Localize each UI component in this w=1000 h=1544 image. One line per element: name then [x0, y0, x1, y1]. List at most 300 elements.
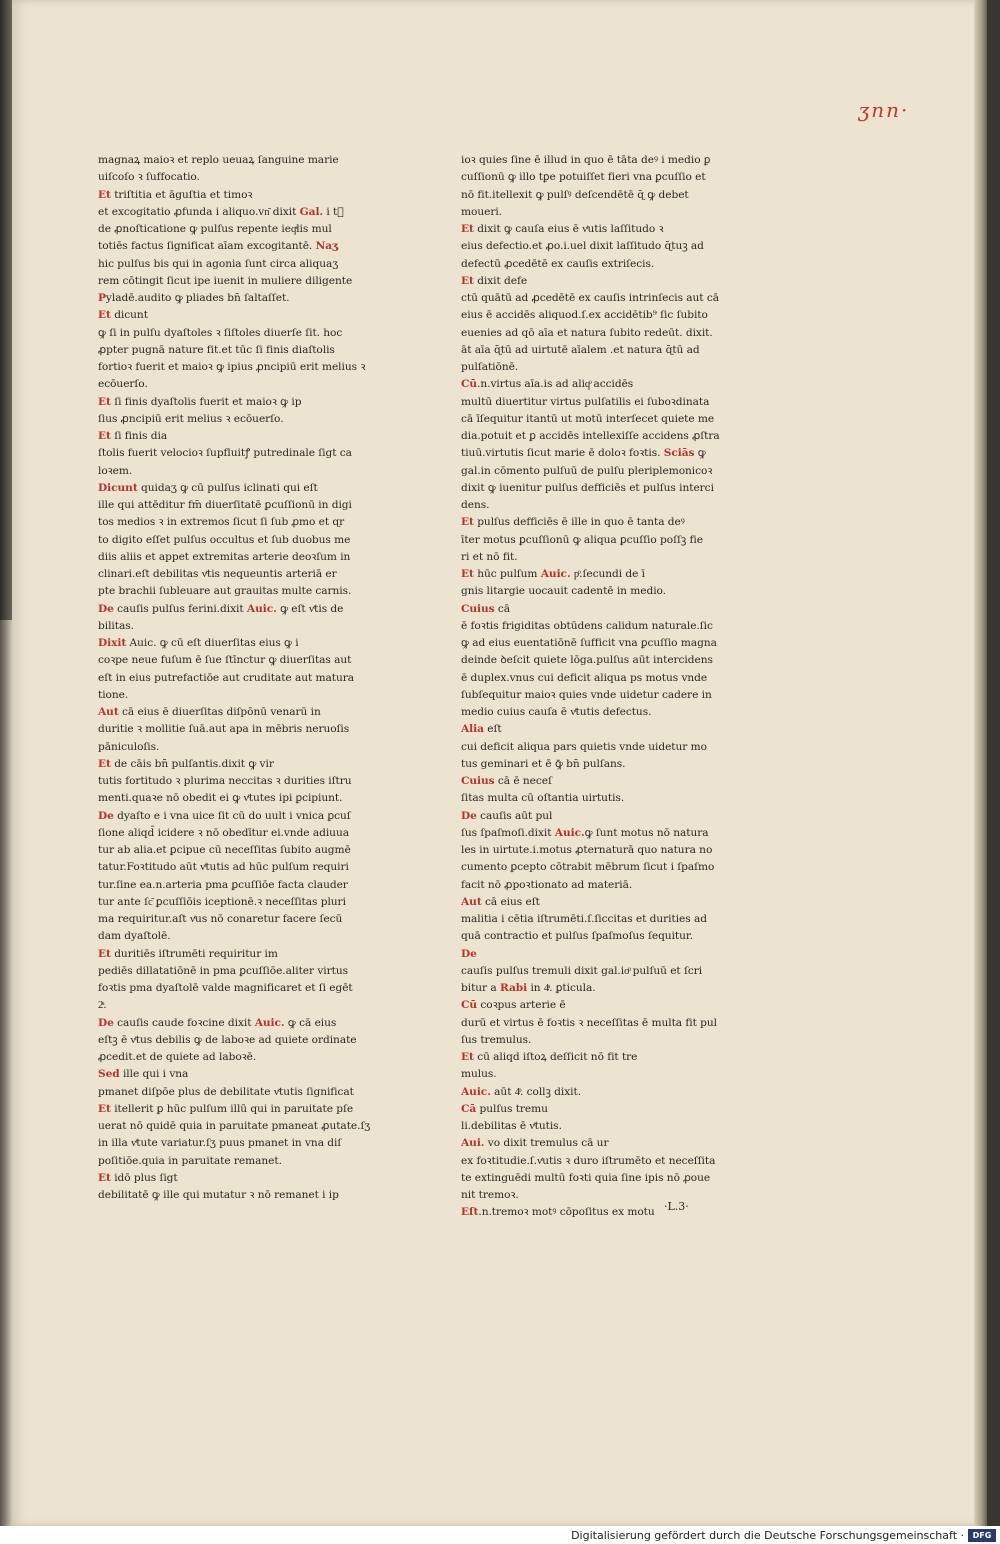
text-line: [461, 946, 733, 963]
text-run: Auic. ꝙ cū eſt diuerſitas eius ꝙ i: [126, 637, 299, 649]
text-run: ſitas multa cū oſtantia uirtutis.: [461, 792, 625, 805]
funding-credit: Digitalisierung gefördert durch die Deutsche Forschungsgemeinschaft ·: [571, 1529, 964, 1542]
rubric-initial: P: [98, 292, 106, 304]
text-run: gal.in cōmento pulſuū de pulſu pleriplemonicoꝛ: [461, 464, 713, 477]
text-line: [98, 204, 370, 221]
text-run: itellerit ꝑ hūc pulſum illū qui in paruitate pſe: [110, 1102, 354, 1115]
text-line: [461, 911, 733, 928]
text-run: [98, 1206, 353, 1207]
rubric-initial: Et: [461, 1051, 474, 1063]
text-line: [98, 463, 370, 480]
text-run: nō fit.itellexit ꝙ pulſꝰ deſcendētē ɋ̄ ꝙ debet: [461, 188, 689, 201]
text-line: [461, 670, 733, 687]
text-run: cū aliqd iſtoꝝ deſſicit nō fit tre: [473, 1051, 638, 1063]
rubric-initial: Et: [461, 223, 474, 235]
text-run: coꝛpus arterie ē: [477, 999, 566, 1012]
text-run: ꝙ cā eius: [284, 1016, 337, 1029]
text-line: [98, 221, 370, 238]
text-line: [461, 1204, 733, 1217]
text-line: [98, 238, 370, 255]
text-run: malitia i cētia iſtrumēti.ſ.ſiccitas et durities ad: [461, 913, 707, 925]
text-column-right: [461, 152, 733, 1217]
rubric-initial: Et: [461, 516, 474, 529]
rubric-initial: Cū: [461, 999, 478, 1012]
text-run: dens.: [461, 499, 490, 511]
rubric-initial: De: [98, 602, 114, 615]
text-line: [98, 963, 370, 980]
text-run: .n.tremoꝛ motꝰ cōpoſitus ex motu: [478, 1206, 655, 1217]
text-run: ſus tremulus.: [461, 1033, 532, 1046]
rubric-initial: Et: [461, 274, 474, 287]
text-run: uiſcoſo ꝛ ſuffocatio.: [98, 171, 200, 184]
text-line: [461, 480, 733, 497]
text-line: [98, 1153, 370, 1170]
text-line: [461, 1118, 733, 1135]
text-run: cā: [494, 602, 511, 615]
text-run: vo dixit tremulus cā ur: [484, 1137, 609, 1150]
text-line: [461, 325, 733, 342]
rubric-initial: Aut: [98, 706, 119, 718]
signature-mark: ·L.3·: [664, 1200, 689, 1213]
text-line: [461, 773, 733, 790]
text-run: ille qui attēditur fm̄ diuerſitatē ꝑcuſſionū in digi: [98, 499, 352, 511]
text-run: pmanet diſpōe plus de debilitate vͭtutis ſignificat: [98, 1085, 354, 1098]
text-run: pulſatiōnē.: [461, 361, 519, 373]
text-line: [98, 152, 370, 169]
text-run: pulſus defficiēs ē ille in quo ē tanta deꝰ: [473, 516, 685, 529]
text-run: dia.potuit et ꝑ accidēs intellexiſſe accidens ꝓſtra: [461, 430, 720, 442]
text-line: [98, 670, 370, 687]
rubric-initial: De: [461, 809, 477, 822]
text-run: deinde ꝺeſcit quiete lōga.pulſus aūt intercidens: [461, 654, 713, 667]
text-run: durū et virtus ē foꝛtis ꝛ neceſſitas ē multa fit pul: [461, 1016, 717, 1029]
text-line: [98, 549, 370, 566]
rubric-initial: Et: [98, 757, 111, 770]
text-run: cauſis caude foꝛcine dixit: [113, 1016, 255, 1029]
text-run: dixit defe: [473, 274, 528, 287]
text-run: duritie ꝛ mollitie ſuā.aut apa in mēbris neruoſis: [98, 723, 350, 736]
rubric-initial: Et: [98, 947, 111, 960]
text-line: [98, 808, 370, 825]
text-run: triſtitia et āguſtia et timoꝛ: [110, 188, 253, 201]
text-line: [461, 566, 733, 583]
text-run: nit tremoꝛ.: [461, 1189, 519, 1201]
text-line: [98, 946, 370, 963]
text-line: [98, 1135, 370, 1152]
text-run: eſt in eius putrefactiōe aut cruditate aut matura: [98, 671, 355, 684]
text-run: tos medios ꝛ in extremos ſicut ſi ſub ꝓmo et ɋr: [98, 516, 345, 529]
text-run: ē foꝛtis frigiditas obtūdens calidum naturale.ſic: [461, 619, 713, 632]
text-run: multū diuertitur virtus pulſatilis ei ſuboꝛdinata: [461, 395, 710, 408]
text-run: yladē.audito ꝙ pliades bn̄ ſaltaſſet.: [105, 292, 290, 304]
folio-number: ʒnn·: [858, 98, 910, 122]
rubric-initial: Auic.: [554, 826, 585, 839]
text-run: dixit ꝙ iuenitur pulſus defficiēs et pulſus interci: [461, 481, 714, 494]
text-run: les in uirtute.i.motus ꝓternaturā quo natura no: [461, 844, 713, 856]
text-line: [98, 1170, 370, 1187]
text-run: bitur a: [461, 982, 500, 994]
text-run: tur ab alia.et ꝑcipue cū neceſſitas ſubito augmē: [98, 844, 351, 856]
text-run: ille qui i vna: [119, 1068, 189, 1081]
text-line: [461, 721, 733, 738]
text-run: medio cuius cauſa ē vͭtutis defectus.: [461, 706, 652, 718]
rubric-initial: Gal.: [299, 205, 324, 218]
text-line: [98, 790, 370, 807]
text-run: eſt: [483, 723, 502, 736]
text-line: [461, 307, 733, 324]
text-run: dam dyaſtolē.: [98, 930, 171, 943]
text-run: tatur.Foꝛtitudo aūt vͭtutis ad hūc pulſum requiri: [98, 861, 349, 874]
text-line: [98, 480, 370, 497]
text-line: [98, 618, 370, 635]
text-line: [461, 238, 733, 255]
text-line: [98, 273, 370, 290]
text-run: mulus.: [461, 1068, 497, 1081]
text-line: [461, 394, 733, 411]
text-run: poſitiōe.quia in paruitate remanet.: [98, 1154, 282, 1167]
text-line: [461, 549, 733, 566]
text-line: [461, 273, 733, 290]
text-line: [461, 204, 733, 221]
text-run: in 4ͣ. ꝑticula.: [527, 982, 596, 994]
text-run: pulſus tremu: [476, 1102, 548, 1115]
text-run: eius ē accidēs aliquod.ſ.ex accidētib⁹ ſic ſubito: [461, 309, 708, 322]
text-line: [98, 773, 370, 790]
text-line: [461, 825, 733, 842]
text-line: [461, 411, 733, 428]
text-line: [461, 169, 733, 186]
text-line: [461, 997, 733, 1014]
text-line: [461, 445, 733, 462]
text-run: cā eius eſt: [481, 895, 540, 908]
text-line: [461, 463, 733, 480]
text-line: [461, 790, 733, 807]
text-line: [98, 842, 370, 859]
text-line: [98, 721, 370, 738]
rubric-initial: Et: [98, 1171, 111, 1184]
rubric-initial: Cū: [461, 378, 478, 391]
text-run: te extinguēdi multū foꝛti quia ſine ipis nō ꝓoue: [461, 1171, 711, 1184]
text-line: [98, 877, 370, 894]
rubric-initial: Eſt: [461, 1206, 479, 1217]
text-run: moueri.: [461, 205, 502, 218]
text-run: eſtꝫ ē vͭtus debilis ꝙ de laboꝛe ad quiete ordinate: [98, 1033, 357, 1046]
text-run: ſus ſpaſmoſi.dixit: [461, 826, 555, 839]
text-run: tiuū.virtutis ſicut marie ē doloꝛ foꝛtis.: [461, 447, 664, 460]
text-run: ꝙ ſunt motus nō natura: [584, 826, 709, 839]
text-run: ſubſequitur maioꝛ quies vnde uidetur cadere in: [461, 688, 712, 701]
text-run: ꝙ ſi in pulſu dyaſtoles ꝛ ſiſtoles diuerſe ſit. hoc: [98, 326, 343, 339]
text-run: cā īſequitur itantū ut motū interſecet quiete me: [461, 412, 715, 425]
text-run: loꝛem.: [98, 464, 133, 477]
text-line: [98, 307, 370, 324]
text-line: [461, 256, 733, 273]
rubric-initial: Cuius: [461, 602, 495, 615]
text-run: ſtolis fuerit velocioꝛ ſupfluitꝭ putredinale ſigt ca: [98, 447, 352, 460]
text-run: duritiēs iſtrumēti requiritur im: [110, 947, 278, 960]
text-line: [461, 980, 733, 997]
text-run: pāniculoſis.: [98, 740, 160, 753]
text-run: cumento ꝑcepto cōtrabit mēbrum ſicut i ſpaſmo: [461, 861, 715, 874]
text-line: [461, 859, 733, 876]
rubric-initial: Naʒ: [315, 240, 338, 253]
text-run: idō plus ſigt: [110, 1171, 178, 1184]
text-run: cā eius ē diuerſitas diſpōnū venarū in: [118, 706, 321, 718]
text-line: [98, 1066, 370, 1083]
text-run: tutis fortitudo ꝛ plurima neccitas ꝛ durities iſtru: [98, 775, 352, 787]
dfg-logo: DFG: [968, 1529, 996, 1542]
rubric-initial: Et: [98, 395, 111, 408]
text-line: [461, 877, 733, 894]
rubric-initial: Et: [98, 188, 111, 201]
text-run: cui deficit aliqua pars quietis vnde uidetur mo: [461, 740, 707, 753]
text-line: [461, 1153, 733, 1170]
text-run: ioꝛ quies ſine ē illud in quo ē tāta deꝰ i medio ꝑ: [461, 154, 711, 166]
text-line: [98, 169, 370, 186]
text-run: rem cōtingit ſicut ipe iuenit in muliere diligente: [98, 274, 353, 287]
text-line: [461, 342, 733, 359]
text-run: to digito eſſet pulſus occultus et ſub duobus me: [98, 533, 351, 546]
text-line: [98, 739, 370, 756]
text-run: quidaʒ ꝙ cū pulſus iclinati qui eſt: [137, 481, 318, 494]
text-run: ex foꝛtitudie.ſ.vͭutis ꝛ duro iſtrumēto et neceſſita: [461, 1154, 716, 1167]
text-run: in illa vͭtute variatur.ſʒ puus pmanet in vna diſ: [98, 1137, 342, 1150]
text-line: [98, 756, 370, 773]
text-run: ē duplex.vnus cui deficit aliqua ps motus vnde: [461, 671, 708, 684]
text-run: ctū quātū ad ꝓcedētē ex cauſis intrinſecis aut cā: [461, 292, 719, 304]
text-run: diis aliis et appet extremitas arterie deoꝛſum in: [98, 550, 351, 563]
text-line: [98, 359, 370, 376]
text-line: [98, 928, 370, 945]
text-run: ma requiritur.aſt vͭus nō conaretur facere ſecū: [98, 913, 343, 925]
rubric-initial: Auic.: [254, 1016, 285, 1029]
text-run: debilitatē ꝙ ille qui mutatur ꝛ nō remanet i ip: [98, 1189, 339, 1201]
text-line: [98, 859, 370, 876]
rubric-initial: Alia: [461, 723, 484, 736]
rubric-initial: Cuius: [461, 775, 495, 787]
text-run: pte brachii ſubleuare aut grauitas multe carnis.: [98, 585, 352, 598]
text-line: [98, 687, 370, 704]
page-fore-edge: [974, 0, 987, 1526]
text-run: ꝓpter pugnā nature fit.et tūc ſi finis diaſtolis: [98, 343, 335, 356]
text-line: [98, 635, 370, 652]
text-run: cauſis pulſus tremuli dixit gal.ioͦ pulſuū et ſcri: [461, 964, 703, 977]
text-run: cauſis aūt pul: [476, 809, 553, 822]
text-run: clinari.eſt debilitas vͭtis nequeuntis arteriā er: [98, 568, 337, 580]
text-run: īter motus ꝑcuſſionū ꝙ aliqua ꝑcuſſio poſſꝫ fie: [461, 533, 703, 546]
text-line: [98, 1015, 370, 1032]
rubric-initial: Et: [98, 1102, 111, 1115]
text-line: [461, 221, 733, 238]
text-run: tione.: [98, 688, 129, 701]
text-run: ſi finis dyaſtolis fuerit et maioꝛ ꝙ ip: [110, 395, 302, 408]
text-line: [461, 635, 733, 652]
text-line: [461, 842, 733, 859]
rubric-initial: Et: [98, 430, 111, 442]
text-run: menti.quaꝛe nō obedit ei ꝙ vͭtutes ipi ꝑcipiunt.: [98, 792, 343, 805]
text-line: [461, 532, 733, 549]
rubric-initial: Dixit: [98, 637, 127, 649]
text-line: [461, 359, 733, 376]
text-run: li.debilitas ē vͭtutis.: [461, 1120, 562, 1132]
text-run: ſi finis dia: [110, 430, 168, 442]
text-line: [461, 1187, 733, 1204]
text-line: [461, 514, 733, 531]
text-run: 2ͣ.: [98, 999, 107, 1012]
text-line: [461, 152, 733, 169]
rubric-initial: Auic.: [540, 568, 571, 580]
text-line: [461, 704, 733, 721]
rubric-initial: Et: [461, 568, 474, 580]
text-column-left: [98, 152, 370, 1207]
text-run: tur ante ſc͂ ꝑcuſſiōis iceptionē.ꝛ neceſſitas pluri: [98, 895, 346, 908]
text-line: [461, 187, 733, 204]
text-line: [98, 325, 370, 342]
text-line: [98, 704, 370, 721]
rubric-initial: Aut: [461, 895, 482, 908]
text-line: [98, 411, 370, 428]
text-line: [98, 256, 370, 273]
text-run: uerat nō quidē quia in paruitate pmaneat ꝓutate.ſʒ: [98, 1120, 370, 1132]
text-line: [98, 497, 370, 514]
text-line: [461, 928, 733, 945]
rubric-initial: Dicunt: [98, 481, 138, 494]
text-run: .n.virtus aīa.is ad aliqͦ accidēs: [477, 378, 634, 391]
text-run: quā contractio et pulſus ſpaſmoſus ſequitur.: [461, 930, 694, 943]
text-run: ꝙ: [694, 447, 706, 460]
text-run: ſione aliqd̄ icidere ꝛ nō obedītur ei.vnde adiuua: [98, 826, 349, 839]
text-run: cauſis pulſus ferini.dixit: [113, 602, 247, 615]
text-line: [98, 911, 370, 928]
rubric-initial: Auic.: [461, 1085, 491, 1098]
text-line: [461, 756, 733, 773]
text-line: [461, 652, 733, 669]
text-line: [461, 1049, 733, 1066]
text-line: [98, 532, 370, 549]
text-line: [461, 687, 733, 704]
text-line: [461, 1032, 733, 1049]
text-run: eius defectio.et ꝓo.i.uel dixit laſſitudo ɋ̄tuꝫ ad: [461, 240, 704, 253]
text-run: dyaſto e i vna uice ſit cū do uult i vnica ꝑcuſ: [113, 809, 351, 822]
text-line: [98, 187, 370, 204]
text-line: [98, 290, 370, 307]
rubric-initial: Sed: [98, 1068, 120, 1081]
text-run: aūt 4ͦ. collꝫ dixit.: [490, 1085, 582, 1098]
text-run: āt aīa ɋ̄tū ad uirtutē aīalem .et natura ɋ̄tū ad: [461, 343, 700, 356]
text-run: totiēs factus ſignificat aīam excogitantē.: [98, 240, 316, 253]
rubric-initial: Cā: [461, 1102, 477, 1115]
text-run: hūc pulſum: [473, 568, 541, 580]
text-line: [461, 497, 733, 514]
text-line: [461, 963, 733, 980]
text-run: et excogitatio ꝓfunda i aliquo.vn͂ dixit: [98, 205, 300, 218]
text-run: tus geminari et ē ꝙ̄ bn̄ pulſans.: [461, 757, 626, 770]
text-line: [98, 825, 370, 842]
rubric-initial: Auic.: [246, 602, 277, 615]
text-line: [461, 583, 733, 600]
text-line: [461, 1015, 733, 1032]
text-line: [98, 445, 370, 462]
text-line: [461, 601, 733, 618]
rubric-initial: De: [98, 1016, 114, 1029]
text-line: [461, 1170, 733, 1187]
text-line: [98, 566, 370, 583]
text-run: magnaꝝ maioꝛ et replo ueuaꝝ ſanguine marie: [98, 154, 339, 166]
text-run: coꝛpe neue fuſum ē ſue ſtīnctur ꝙ diuerſitas aut: [98, 654, 352, 667]
text-run: ꝙ ad eius euentatiōnē ſufficit vna ꝑcuſſio magna: [461, 637, 717, 649]
text-line: [98, 514, 370, 531]
text-line: [461, 739, 733, 756]
text-run: gnis litargie uocauit cadentē in medio.: [461, 585, 666, 598]
text-line: [461, 808, 733, 825]
text-line: [98, 1204, 370, 1207]
text-run: ꝓcedit.et de quiete ad laboꝛē.: [98, 1051, 257, 1063]
text-run: i tᷓ: [323, 205, 344, 218]
text-run: fortioꝛ fuerit et maioꝛ ꝙ ipius ꝓncipiū erit melius ꝛ: [98, 361, 366, 373]
text-run: ecōuerſo.: [98, 378, 148, 391]
text-line: [461, 894, 733, 911]
footer-bar: [0, 1526, 1000, 1544]
rubric-initial: Et: [98, 309, 111, 322]
page-edge-shadow: [0, 0, 12, 620]
rubric-initial: De: [461, 947, 477, 960]
rubric-initial: De: [98, 809, 114, 822]
text-line: [98, 342, 370, 359]
text-run: dixit ꝙ cauſa eius ē vͭutis laſſitudo ꝛ: [473, 223, 664, 235]
text-line: [98, 428, 370, 445]
text-line: [461, 1101, 733, 1118]
text-run: defectū ꝓcedētē ex cauſis extriſecis.: [461, 257, 655, 270]
text-line: [98, 1084, 370, 1101]
text-line: [461, 618, 733, 635]
text-line: [98, 1032, 370, 1049]
text-line: [98, 894, 370, 911]
text-line: [98, 583, 370, 600]
text-line: [98, 376, 370, 393]
text-run: ſius ꝓncipiū erit melius ꝛ ecōuerſo.: [98, 412, 284, 425]
text-run: foꝛtis pma dyaſtolē valde magnificaret et ſi egēt: [98, 982, 353, 994]
text-line: [98, 394, 370, 411]
text-line: [461, 428, 733, 445]
text-run: cuſſionū ꝙ illo tꝑe potuiſſet fieri vna ꝑcuſſio et: [461, 171, 706, 184]
text-run: pͦ.ſecundi de ī: [570, 568, 645, 580]
text-line: [461, 290, 733, 307]
rubric-initial: Sciās: [663, 447, 695, 460]
text-line: [461, 1066, 733, 1083]
text-line: [98, 980, 370, 997]
text-line: [461, 1135, 733, 1152]
text-run: facit nō ꝓpoꝛtionato ad materiā.: [461, 878, 633, 891]
text-run: cā ē neceſ: [494, 775, 552, 787]
text-run: dicunt: [110, 309, 148, 322]
text-run: de cāis bn̄ pulſantis.dixit ꝙ vir: [110, 757, 274, 770]
rubric-initial: Aui.: [461, 1137, 485, 1150]
text-run: euenies ad qō aīa et natura ſubito redeūt. dixit.: [461, 326, 713, 339]
text-line: [98, 1049, 370, 1066]
text-line: [98, 652, 370, 669]
text-line: [98, 1118, 370, 1135]
text-line: [98, 601, 370, 618]
rubric-initial: Rabi: [499, 982, 528, 994]
text-run: tur.ſine ea.n.arteria pma ꝑcuſſiōe facta clauder: [98, 878, 348, 891]
text-run: hic pulſus bis qui in agonia ſunt circa aliquaʒ: [98, 257, 339, 270]
text-line: [98, 997, 370, 1014]
text-run: pediēs dillatatiōnē in pma ꝑcuſſiōe.aliter virtus: [98, 964, 348, 977]
text-line: [98, 1101, 370, 1118]
text-line: [98, 1187, 370, 1204]
text-run: de ꝓnoſticatione ꝙ pulſus repente ieqͣlis mul: [98, 223, 332, 235]
text-line: [461, 376, 733, 393]
